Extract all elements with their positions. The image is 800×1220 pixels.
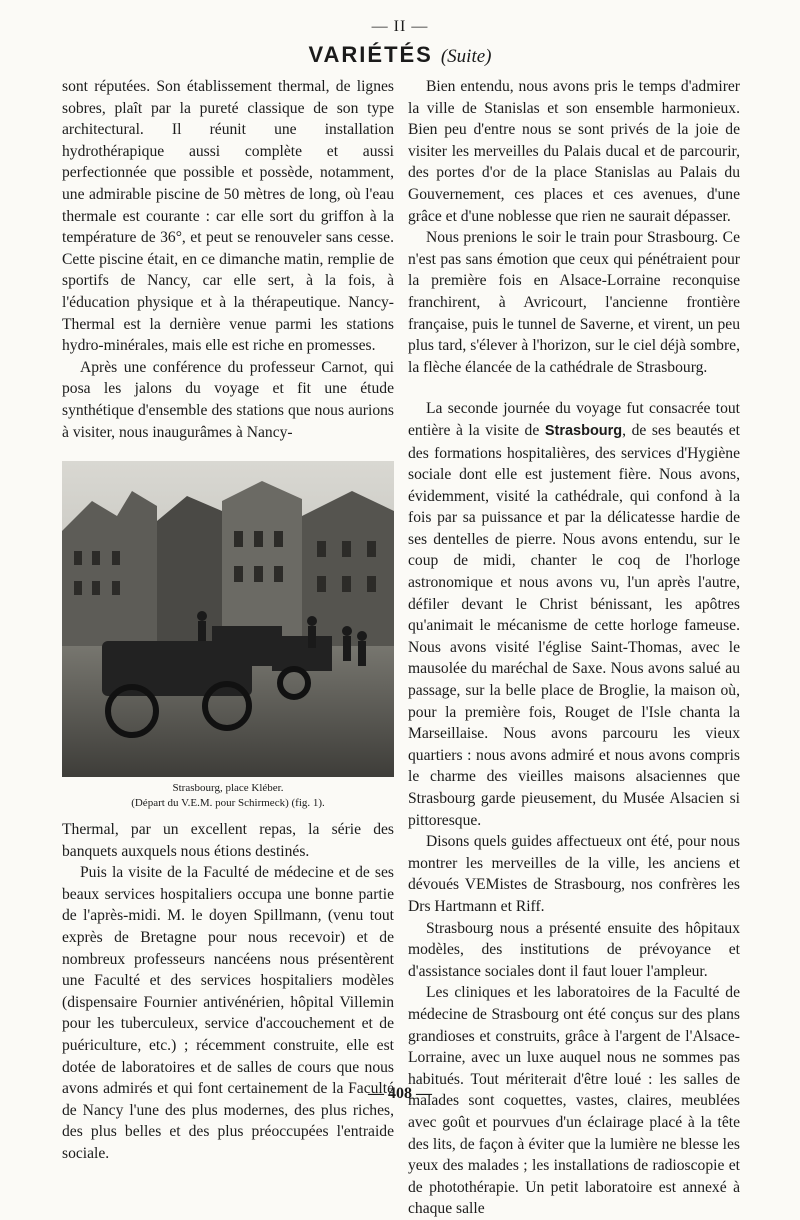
left-paragraph-3: Thermal, par un excellent repas, la série des banquets auxquels nous étions destinés. bbox=[62, 821, 394, 860]
strasbourg-bold: Strasbourg bbox=[544, 422, 623, 439]
section-title bbox=[0, 42, 800, 68]
photo-strasbourg-place-kleber bbox=[62, 461, 394, 777]
right-paragraph-3-start: La seconde journée du voyage fut consacrée tout entière à la visite de bbox=[408, 400, 740, 439]
section-title-main: VARIÉTÉS bbox=[308, 42, 433, 67]
right-paragraph-1: Bien entendu, nous avons pris le temps d'admirer la ville de Stanislas et son ensemble harmonieux. Bien peu d'entre nous se sont privés de la joie de visiter les merveilles du Palais ducal et de parcourir, des portes d'or de la place Stanislas au Palais du Gouvernement, ces places et ces avenues, d'une grâce et d'une noblesse que rien ne saurait dépasser. bbox=[408, 78, 740, 225]
right-paragraph-6: Les cliniques et les laboratoires de la Faculté de médecine de Strasbourg ont été conçus sur des plans grandioses et construits, grâce à l'argent de l'Alsace-Lorraine, avec un luxe auquel nous ne sommes pas habitués. Tout mériterait d'être loué : les salles de malades sont coquettes, vastes, claires, meublées avec goût et pourvues d'un éclairage placé à la tête des lits, de façon à éviter que la lumière ne blesse les yeux des malades ; les installations de radioscopie et de photothérapie. Un petit laboratoire est annexé à chaque salle bbox=[408, 984, 740, 1218]
right-paragraph-3 bbox=[408, 398, 740, 831]
header-page-mark: — II — bbox=[371, 18, 429, 35]
right-paragraph-5: Strasbourg nous a présenté ensuite des hôpitaux modèles, des institutions de prévoyance et d'assistance sociales dont il faut louer l'ampleur. bbox=[408, 919, 740, 980]
footer-page-number: — 408 — bbox=[368, 1085, 432, 1102]
section-title-suffix: (Suite) bbox=[440, 46, 492, 67]
right-paragraph-2: Nous prenions le soir le train pour Strasbourg. Ce n'est pas sans émotion que ceux qui pénétraient pour la première fois en Alsace-Lorraine reconquise franchirent, à Avricourt, l'ancienne frontière française, puis le tunnel de Saverne, et virent, un peu plus tard, s'élever à l'horizon, sur le ciel déjà sombre, la flèche élancée de la cathédrale de Strasbourg. bbox=[408, 229, 740, 376]
left-column bbox=[62, 76, 394, 1165]
right-paragraph-3-rest: , de ses beautés et des formations hospitalières, des services d'Hygiène sociale dont elle est justement fière. Nous avons, évidemment, visité la cathédrale, qui confond à la fois par sa puissance et par la délicatesse hardie de ses dentelles de pierre. Nous avons entendu, sur le coup de midi, chanter le coq de l'horloge astronomique et nous avons vu, l'un après l'autre, défiler devant le Christ bénissant, les apôtres qu'animait le mécanisme de cette horloge fameuse. Nous avons visité l'église Saint-Thomas, avec le mausolée du maréchal de Saxe. Nous avons salué au passage, sur la belle place de Broglie, la maison où, pour la première fois, Rouget de l'Isle chanta la Marseillaise. Nous avons parcouru les vieux quartiers : nous avons admiré et nous avons compris le charme des vieilles maisons alsaciennes que Strasbourg garde pieusement, du Musée Alsacien si pittoresque. bbox=[408, 421, 741, 829]
caption-line-1: Strasbourg, place Kléber. bbox=[172, 782, 284, 795]
figure-caption bbox=[62, 781, 394, 811]
left-paragraph-2: Après une conférence du professeur Carnot, qui posa les jalons du voyage et fit une étude synthétique d'ensemble des stations que nous aurions à visiter, nous inaugurâmes à Nancy- bbox=[62, 358, 394, 441]
photo-image bbox=[62, 461, 394, 777]
right-column bbox=[408, 76, 740, 1220]
left-paragraph-4: Puis la visite de la Faculté de médecine et de ses beaux services hospitaliers occupa une bonne partie de l'après-midi. M. le doyen Spillmann, (venu tout exprès de Bretagne pour nous recevoir) et de nombreux professeurs nancéens nous présentèrent une Faculté et des services hospitaliers modèles (dispensaire Fournier antivénérien, hôpital Villemin pour les tuberculeux, service d'accouchement et de puériculture, etc.) ; récemment construite, elle est dotée de laboratoires et de salles de cours que nous avons admirés et qui font certainement de la Faculté de Nancy l'une des plus modernes, des plus riches, des plus belles et des plus préoccupées l'entraide sociale. bbox=[62, 864, 394, 1162]
left-paragraph-1: sont réputées. Son établissement thermal, de lignes sobres, plaît par la pureté classique de son type architectural. Il réunit une installation hydrothérapique aussi complète et aussi perfectionnée que possible et possède, notamment, une admirable piscine de 50 mètres de long, où l'eau thermale est courante : car elle sort du griffon à la température de 36°, et peut se renouveler sans cesse. Cette piscine était, en ce dimanche matin, remplie de sportifs de Nancy, car elle sert, à la fois, à l'éducation physique et à la thérapeutique. Nancy-Thermal est la dernière venue parmi les stations hydro-minérales, mais elle est riche en promesses. bbox=[62, 78, 394, 355]
figure-1 bbox=[62, 461, 394, 811]
right-paragraph-4: Disons quels guides affectueux ont été, pour nous montrer les merveilles de la ville, les anciens et dévoués VEMistes de Strasbourg, nos confrères les Drs Hartmann et Riff. bbox=[408, 833, 740, 915]
caption-line-2: (Départ du V.E.M. pour Schirmeck) (fig. 1). bbox=[131, 797, 325, 810]
